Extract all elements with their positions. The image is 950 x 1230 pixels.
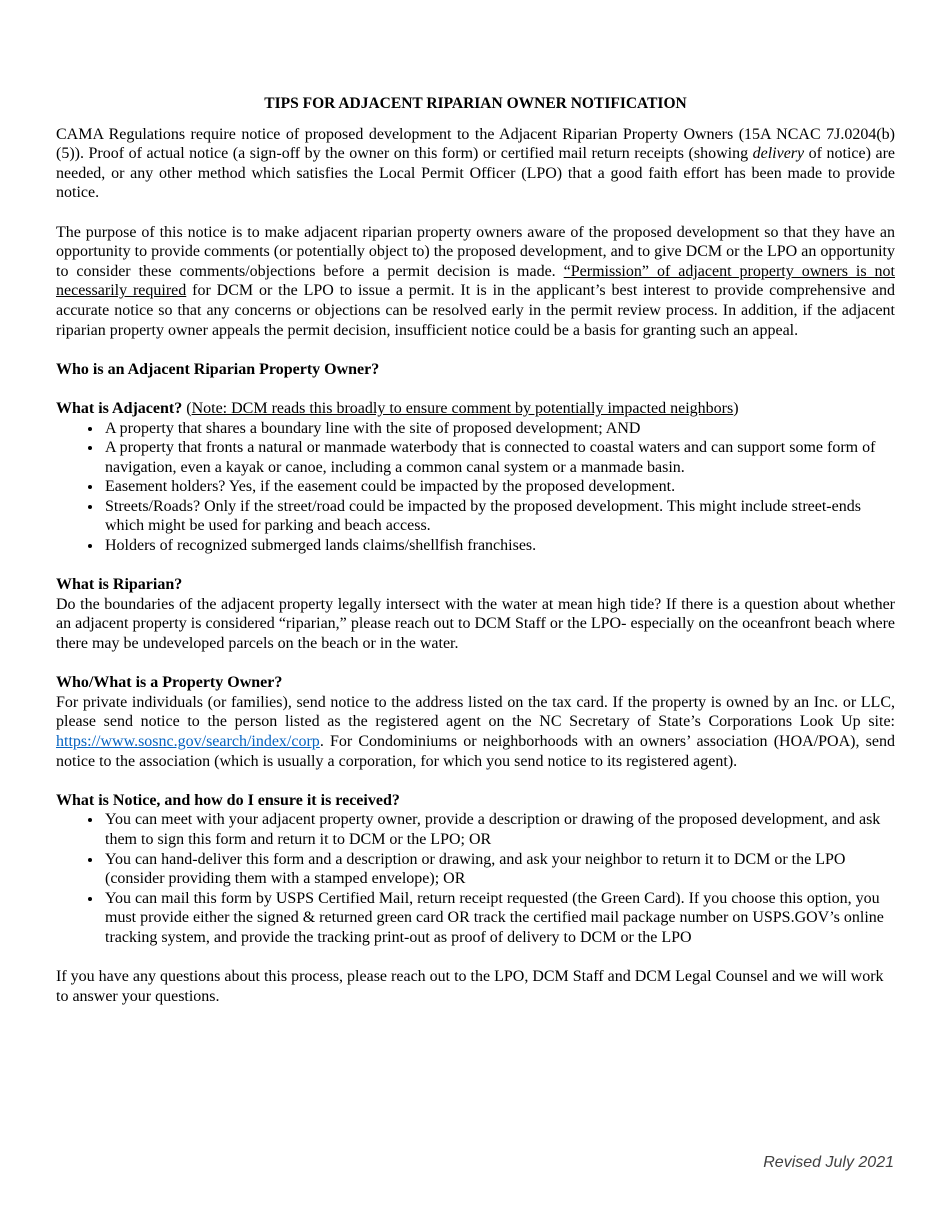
riparian-paragraph: Do the boundaries of the adjacent property legally intersect with the water at mean high tide? If there is a question about whether an adjacent property is considered “riparian,” please reach out to DCM Staff or the LPO- especially on the oceanfront beach where there may be undeveloped parcels on the beach or in the water.	[56, 595, 895, 653]
list-item: • Streets/Roads? Only if the street/road could be impacted by the proposed development. This might include street-ends which might be used for parking and beach access.	[103, 497, 895, 536]
list-item: • You can hand-deliver this form and a description or drawing, and ask your neighbor to return it to DCM or the LPO (consider providing them with a stamped envelope); OR	[103, 850, 895, 889]
document-page	[56, 94, 895, 1026]
section-heading-owner: Who/What is a Property Owner?	[56, 674, 283, 692]
intro-paragraph-1	[56, 125, 895, 203]
text: of notice) are needed, or any other method which satisfies the Local Permit Officer (LPO) that a good faith effort has been made to provide notice.	[56, 145, 896, 202]
section-heading-who: Who is an Adjacent Riparian Property Owner?	[56, 360, 380, 378]
list-item: • A property that shares a boundary line with the site of proposed development; AND	[103, 419, 895, 439]
underlined-text: “Permission” of adjacent property owners is not necessarily required	[56, 262, 895, 300]
section-heading-adjacent: What is Adjacent?	[56, 399, 183, 417]
adjacent-note: Note: DCM reads this broadly to ensure comment by potentially impacted neighbors	[191, 399, 734, 417]
list-item: • You can meet with your adjacent property owner, provide a description or drawing of the proposed development, and ask them to sign this form and return it to DCM or the LPO; OR	[103, 810, 895, 849]
closing-paragraph: If you have any questions about this process, please reach out to the LPO, DCM Staff and DCM Legal Counsel and we will work to answer your questions.	[56, 968, 884, 1005]
italic-text: delivery	[752, 145, 805, 163]
text: for DCM or the LPO to issue a permit. It is in the applicant’s best interest to provide comprehensive and accurate notice so that any concerns or objections can be resolved early in the permit review process. In addition, if the adjacent riparian property owner appeals the permit decision, insufficient notice could be a basis for granting such an appeal.	[56, 282, 895, 339]
adjacent-list	[56, 419, 895, 556]
text: The purpose of this notice is to make adjacent riparian property owners aware of the proposed development so that they have an opportunity to provide comments (or potentially object to) the proposed development, and to give DCM or the LPO an opportunity to consider these comments/objections before a permit decision is made.	[56, 223, 895, 280]
section-heading-notice: What is Notice, and how do I ensure it is received?	[56, 791, 400, 809]
text: For private individuals (or families), send notice to the address listed on the tax card. If the property is owned by an Inc. or LLC, please send notice to the person listed as the registered agent on the NC Secretary of State’s Corporations Look Up site:	[56, 693, 895, 731]
intro-paragraph-2	[56, 223, 895, 341]
notice-list	[56, 810, 895, 947]
text: CAMA Regulations require notice of proposed development to the Adjacent Riparian Property Owners (15A NCAC 7J.0204(b)(5)). Proof of actual notice (a sign-off by the owner on this form) or certified mail return receipts (showing	[56, 125, 895, 163]
revision-date: Revised July 2021	[763, 1154, 894, 1171]
adjacent-heading-line: What is Adjacent? (Note: DCM reads this broadly to ensure comment by potentially impacted neighbors)	[56, 399, 739, 417]
document-title: TIPS FOR ADJACENT RIPARIAN OWNER NOTIFICATION	[264, 95, 687, 112]
section-heading-riparian: What is Riparian?	[56, 576, 183, 594]
sosnc-link[interactable]: https://www.sosnc.gov/search/index/corp	[56, 733, 320, 750]
list-item: • Easement holders? Yes, if the easement could be impacted by the proposed development.	[103, 477, 895, 497]
list-item: • Holders of recognized submerged lands claims/shellfish franchises.	[103, 536, 895, 556]
list-item: • You can mail this form by USPS Certified Mail, return receipt requested (the Green Card). If you choose this option, you must provide either the signed & returned green card OR track the certified mail package number on USPS.GOV’s online tracking system, and provide the tracking print-out as proof of delivery to DCM or the LPO	[103, 889, 895, 948]
text: . For Condominiums or neighborhoods with an owners’ association (HOA/POA), send notice to the association (which is usually a corporation, for which you send notice to its registered agent).	[56, 733, 895, 770]
list-item: • A property that fronts a natural or manmade waterbody that is connected to coastal waters and can support some form of navigation, even a kayak or canoe, including a common canal system or a manmade basin.	[103, 438, 895, 477]
owner-paragraph	[56, 693, 895, 771]
